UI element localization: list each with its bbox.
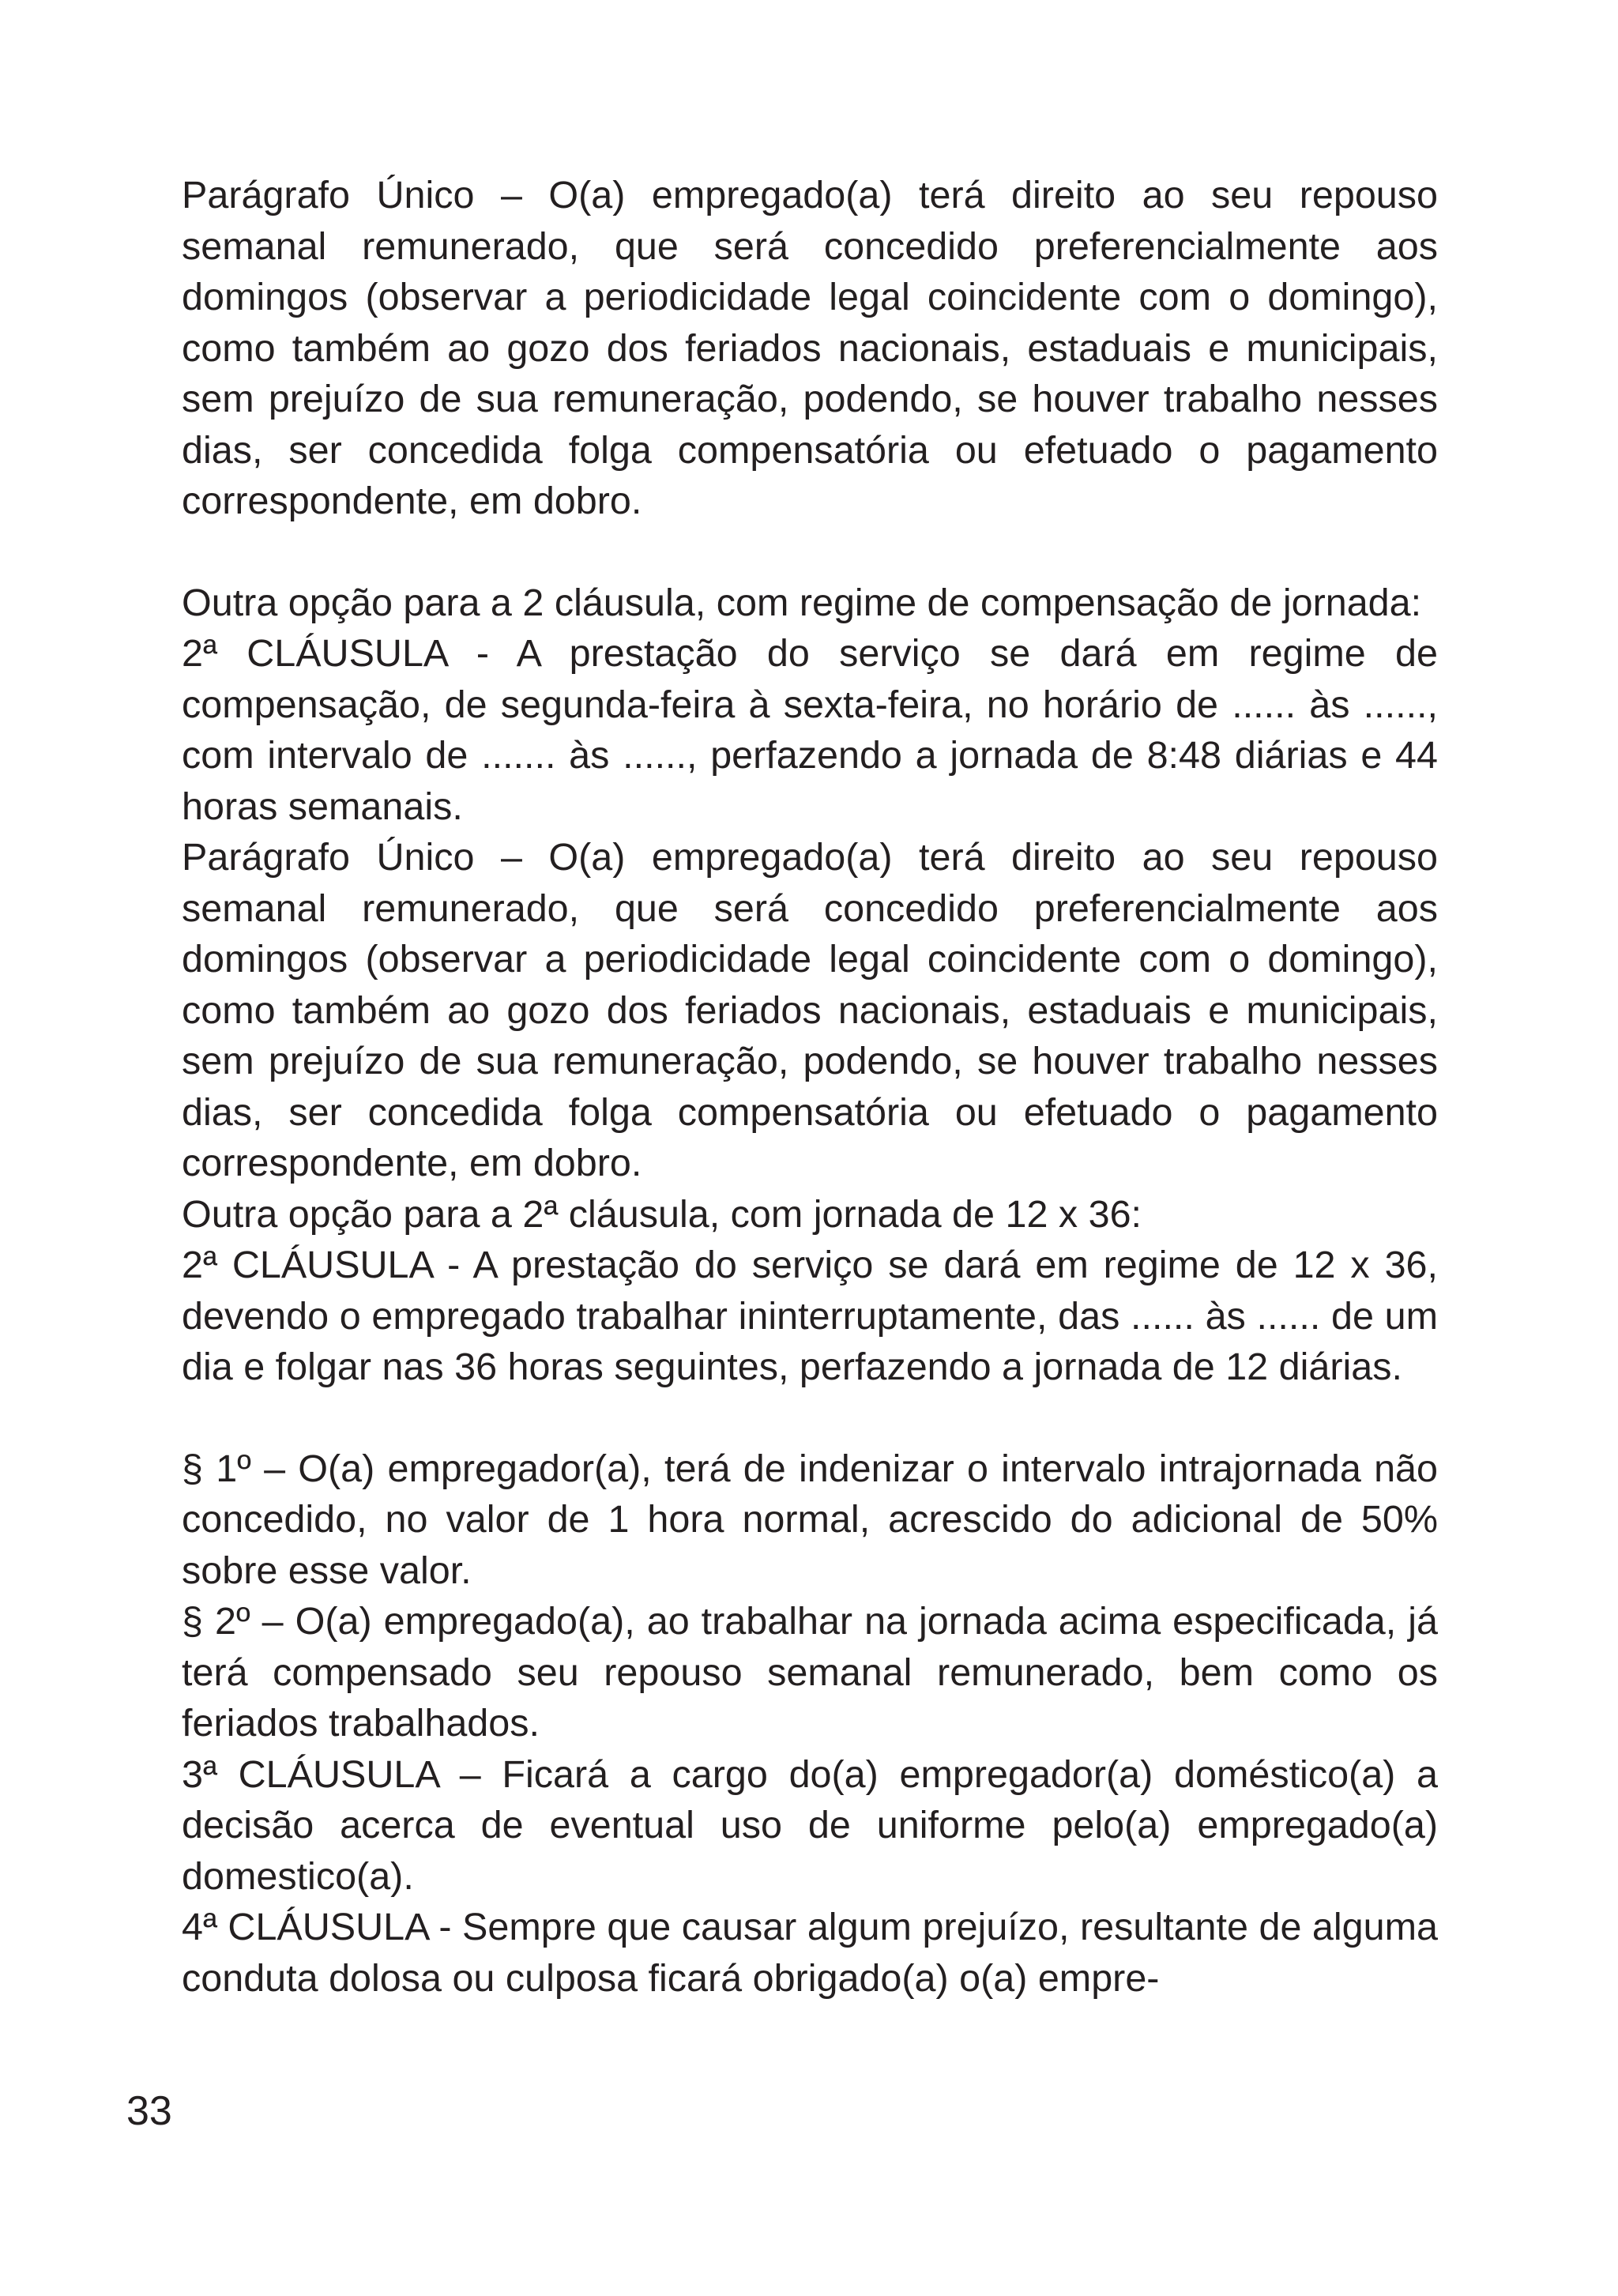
- clause-2-12x36: 2ª CLÁUSULA - A prestação do serviço se dará em regime de 12 x 36, devendo o empregado trabalhar ininterruptamente, das ...... às ...... de um dia e folgar nas 36 horas seguintes, perfazendo a jornada de 12 diárias.: [182, 1244, 1438, 1388]
- section-1: § 1º – O(a) empregador(a), terá de indenizar o intervalo intrajornada não concedido, no valor de 1 hora normal, acrescido do adicional de 50% sobre esse valor.: [182, 1447, 1438, 1592]
- paragraph-gap: [182, 1393, 1438, 1443]
- clause-2-compensation: 2ª CLÁUSULA - A prestação do serviço se dará em regime de compensação, de segunda-feira à sexta-feira, no horário de ...... às ......, com intervalo de ....... às ......, perfazendo a jornada de 8:48 diárias e 44 horas semanais.: [182, 632, 1438, 828]
- body-text: [182, 170, 1438, 2004]
- paragraph-gap: [182, 527, 1438, 578]
- option-compensation-intro: Outra opção para a 2 cláusula, com regime de compensação de jornada:: [182, 581, 1422, 624]
- option-12x36-intro: Outra opção para a 2ª cláusula, com jornada de 12 x 36:: [182, 1192, 1142, 1236]
- clause-4: 4ª CLÁUSULA - Sempre que causar algum prejuízo, resultante de alguma conduta dolosa ou culposa ficará obrigado(a) o(a) empre-: [182, 1906, 1438, 2000]
- section-2: § 2º – O(a) empregado(a), ao trabalhar na jornada acima especificada, já terá compensado seu repouso semanal remunerado, bem como os feriados trabalhados.: [182, 1600, 1438, 1745]
- paragraph-sole-2: Parágrafo Único – O(a) empregado(a) terá direito ao seu repouso semanal remunerado, que será concedido preferencialmente aos domingos (observar a periodicidade legal coincidente com o domingo), como também ao gozo dos feriados nacionais, estaduais e municipais, sem prejuízo de sua remuneração, podendo, se houver trabalho nesses dias, ser concedida folga compensatória ou efetuado o pagamento correspondente, em dobro.: [182, 836, 1438, 1184]
- paragraph-sole-1: Parágrafo Único – O(a) empregado(a) terá direito ao seu repouso semanal remunerado, que será concedido preferencialmente aos domingos (observar a periodicidade legal coincidente com o domingo), como também ao gozo dos feriados nacionais, estaduais e municipais, sem prejuízo de sua remuneração, podendo, se houver trabalho nesses dias, ser concedida folga compensatória ou efetuado o pagamento correspondente, em dobro.: [182, 174, 1438, 522]
- page-number: 33: [126, 2088, 172, 2134]
- clause-3: 3ª CLÁUSULA – Ficará a cargo do(a) empregador(a) doméstico(a) a decisão acerca de eventual uso de uniforme pelo(a) empregado(a) domestico(a).: [182, 1752, 1438, 1898]
